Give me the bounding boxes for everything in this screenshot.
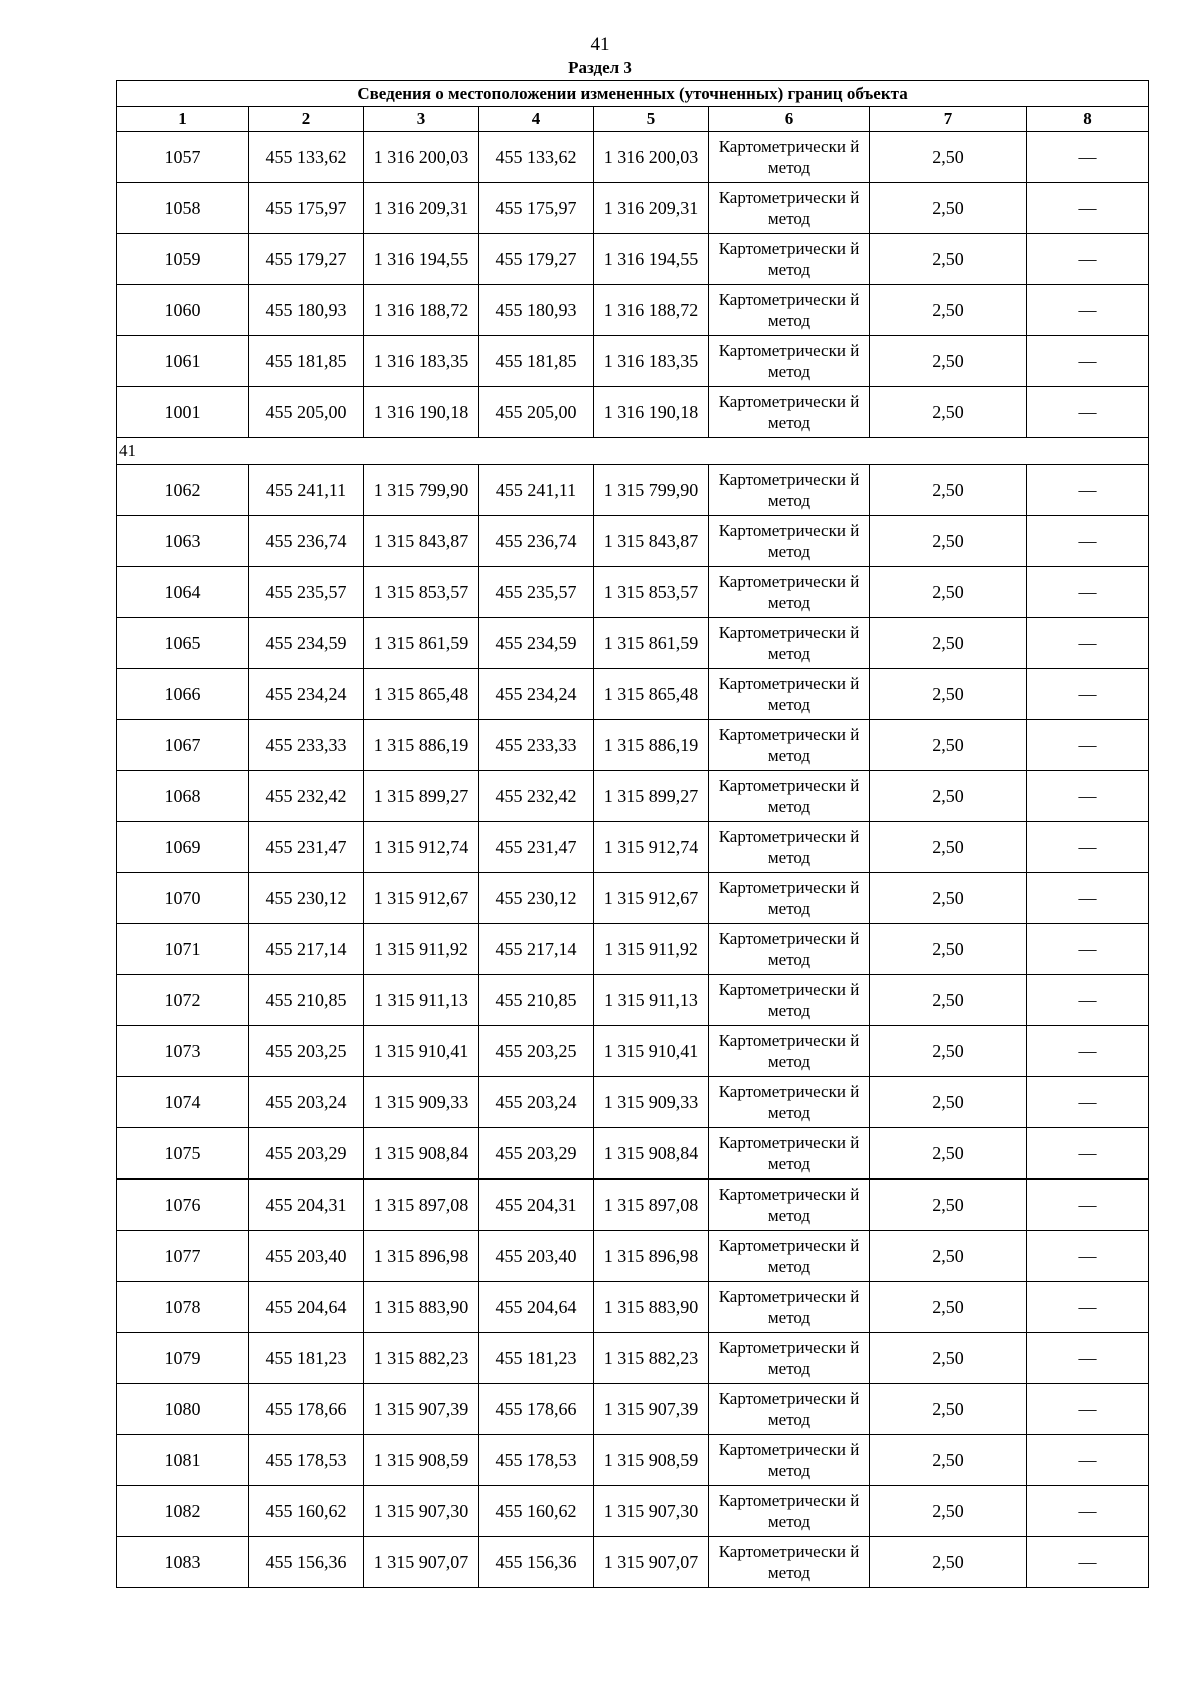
y-new-cell: 1 315 896,98 (594, 1231, 709, 1282)
accuracy-cell: 2,50 (870, 516, 1027, 567)
accuracy-cell: 2,50 (870, 1537, 1027, 1588)
x-existing-cell: 455 204,64 (249, 1282, 364, 1333)
column-number-5: 5 (594, 107, 709, 132)
description-cell: — (1027, 1537, 1149, 1588)
y-new-cell: 1 315 883,90 (594, 1282, 709, 1333)
point-number-cell: 1075 (117, 1128, 249, 1180)
y-existing-cell: 1 315 907,07 (364, 1537, 479, 1588)
x-existing-cell: 455 210,85 (249, 975, 364, 1026)
boundary-coordinates-table (116, 80, 1149, 1588)
y-existing-cell: 1 315 907,39 (364, 1384, 479, 1435)
accuracy-cell: 2,50 (870, 183, 1027, 234)
x-existing-cell: 455 179,27 (249, 234, 364, 285)
y-existing-cell: 1 315 911,92 (364, 924, 479, 975)
y-existing-cell: 1 315 853,57 (364, 567, 479, 618)
table-row (117, 1231, 1149, 1282)
accuracy-cell: 2,50 (870, 336, 1027, 387)
y-new-cell: 1 315 911,13 (594, 975, 709, 1026)
y-new-cell: 1 315 911,92 (594, 924, 709, 975)
x-existing-cell: 455 203,29 (249, 1128, 364, 1180)
method-cell: Картометрически й метод (709, 1333, 870, 1384)
accuracy-cell: 2,50 (870, 1384, 1027, 1435)
description-cell: — (1027, 1179, 1149, 1231)
table-row (117, 285, 1149, 336)
method-cell: Картометрически й метод (709, 132, 870, 183)
method-cell: Картометрически й метод (709, 285, 870, 336)
point-number-cell: 1059 (117, 234, 249, 285)
method-cell: Картометрически й метод (709, 465, 870, 516)
table-row (117, 1486, 1149, 1537)
column-number-row (117, 107, 1149, 132)
method-cell: Картометрически й метод (709, 822, 870, 873)
accuracy-cell: 2,50 (870, 771, 1027, 822)
table-row (117, 1537, 1149, 1588)
point-number-cell: 1080 (117, 1384, 249, 1435)
accuracy-cell: 2,50 (870, 132, 1027, 183)
x-new-cell: 455 204,64 (479, 1282, 594, 1333)
x-existing-cell: 455 160,62 (249, 1486, 364, 1537)
x-existing-cell: 455 217,14 (249, 924, 364, 975)
x-new-cell: 455 178,66 (479, 1384, 594, 1435)
y-existing-cell: 1 315 896,98 (364, 1231, 479, 1282)
x-new-cell: 455 160,62 (479, 1486, 594, 1537)
table-row (117, 618, 1149, 669)
x-new-cell: 455 203,25 (479, 1026, 594, 1077)
point-number-cell: 1058 (117, 183, 249, 234)
description-cell: — (1027, 234, 1149, 285)
accuracy-cell: 2,50 (870, 1026, 1027, 1077)
method-cell: Картометрически й метод (709, 1128, 870, 1180)
table-row (117, 234, 1149, 285)
x-new-cell: 455 181,85 (479, 336, 594, 387)
point-number-cell: 1072 (117, 975, 249, 1026)
y-existing-cell: 1 315 911,13 (364, 975, 479, 1026)
table-row (117, 1333, 1149, 1384)
table-row (117, 822, 1149, 873)
table-row (117, 1077, 1149, 1128)
method-cell: Картометрически й метод (709, 1384, 870, 1435)
accuracy-cell: 2,50 (870, 1282, 1027, 1333)
y-existing-cell: 1 315 799,90 (364, 465, 479, 516)
y-existing-cell: 1 316 194,55 (364, 234, 479, 285)
accuracy-cell: 2,50 (870, 465, 1027, 516)
x-new-cell: 455 178,53 (479, 1435, 594, 1486)
description-cell: — (1027, 975, 1149, 1026)
method-cell: Картометрически й метод (709, 1435, 870, 1486)
y-new-cell: 1 316 188,72 (594, 285, 709, 336)
description-cell: — (1027, 1231, 1149, 1282)
point-number-cell: 1068 (117, 771, 249, 822)
table-row (117, 1384, 1149, 1435)
description-cell: — (1027, 1077, 1149, 1128)
method-cell: Картометрически й метод (709, 924, 870, 975)
x-new-cell: 455 235,57 (479, 567, 594, 618)
accuracy-cell: 2,50 (870, 1077, 1027, 1128)
description-cell: — (1027, 720, 1149, 771)
x-existing-cell: 455 156,36 (249, 1537, 364, 1588)
accuracy-cell: 2,50 (870, 669, 1027, 720)
accuracy-cell: 2,50 (870, 1179, 1027, 1231)
point-number-cell: 1064 (117, 567, 249, 618)
accuracy-cell: 2,50 (870, 618, 1027, 669)
y-existing-cell: 1 315 907,30 (364, 1486, 479, 1537)
x-new-cell: 455 241,11 (479, 465, 594, 516)
y-new-cell: 1 316 194,55 (594, 234, 709, 285)
description-cell: — (1027, 567, 1149, 618)
x-new-cell: 455 204,31 (479, 1179, 594, 1231)
description-cell: — (1027, 1486, 1149, 1537)
method-cell: Картометрически й метод (709, 387, 870, 438)
point-number-cell: 1071 (117, 924, 249, 975)
y-new-cell: 1 315 907,07 (594, 1537, 709, 1588)
table-row (117, 516, 1149, 567)
page-number: 41 (590, 34, 610, 55)
point-number-cell: 1077 (117, 1231, 249, 1282)
y-new-cell: 1 316 190,18 (594, 387, 709, 438)
method-cell: Картометрически й метод (709, 183, 870, 234)
x-existing-cell: 455 180,93 (249, 285, 364, 336)
y-new-cell: 1 315 865,48 (594, 669, 709, 720)
method-cell: Картометрически й метод (709, 1282, 870, 1333)
accuracy-cell: 2,50 (870, 720, 1027, 771)
contour-group-label: 41 (117, 438, 1149, 465)
y-new-cell: 1 315 882,23 (594, 1333, 709, 1384)
table-row (117, 873, 1149, 924)
table-row (117, 567, 1149, 618)
y-existing-cell: 1 315 899,27 (364, 771, 479, 822)
table-row (117, 387, 1149, 438)
column-number-4: 4 (479, 107, 594, 132)
table-row (117, 1128, 1149, 1180)
y-existing-cell: 1 315 883,90 (364, 1282, 479, 1333)
accuracy-cell: 2,50 (870, 822, 1027, 873)
table-row (117, 771, 1149, 822)
point-number-cell: 1083 (117, 1537, 249, 1588)
description-cell: — (1027, 669, 1149, 720)
x-existing-cell: 455 203,40 (249, 1231, 364, 1282)
description-cell: — (1027, 1026, 1149, 1077)
column-number-7: 7 (870, 107, 1027, 132)
point-number-cell: 1078 (117, 1282, 249, 1333)
x-new-cell: 455 234,59 (479, 618, 594, 669)
table-row (117, 669, 1149, 720)
table-row (117, 1435, 1149, 1486)
accuracy-cell: 2,50 (870, 285, 1027, 336)
method-cell: Картометрически й метод (709, 567, 870, 618)
y-new-cell: 1 315 843,87 (594, 516, 709, 567)
description-cell: — (1027, 1435, 1149, 1486)
point-number-cell: 1001 (117, 387, 249, 438)
y-new-cell: 1 315 909,33 (594, 1077, 709, 1128)
x-new-cell: 455 133,62 (479, 132, 594, 183)
accuracy-cell: 2,50 (870, 873, 1027, 924)
method-cell: Картометрически й метод (709, 234, 870, 285)
column-number-6: 6 (709, 107, 870, 132)
section-title: Раздел 3 (568, 58, 632, 77)
y-existing-cell: 1 315 843,87 (364, 516, 479, 567)
column-number-8: 8 (1027, 107, 1149, 132)
point-number-cell: 1070 (117, 873, 249, 924)
point-number-cell: 1074 (117, 1077, 249, 1128)
y-new-cell: 1 315 853,57 (594, 567, 709, 618)
y-existing-cell: 1 315 908,59 (364, 1435, 479, 1486)
description-cell: — (1027, 1128, 1149, 1180)
y-new-cell: 1 316 183,35 (594, 336, 709, 387)
point-number-cell: 1066 (117, 669, 249, 720)
description-cell: — (1027, 516, 1149, 567)
y-new-cell: 1 316 209,31 (594, 183, 709, 234)
x-new-cell: 455 205,00 (479, 387, 594, 438)
table-row (117, 1026, 1149, 1077)
x-new-cell: 455 203,24 (479, 1077, 594, 1128)
x-new-cell: 455 234,24 (479, 669, 594, 720)
point-number-cell: 1062 (117, 465, 249, 516)
x-existing-cell: 455 205,00 (249, 387, 364, 438)
point-number-cell: 1067 (117, 720, 249, 771)
x-new-cell: 455 236,74 (479, 516, 594, 567)
x-new-cell: 455 217,14 (479, 924, 594, 975)
point-number-cell: 1069 (117, 822, 249, 873)
description-cell: — (1027, 132, 1149, 183)
x-existing-cell: 455 230,12 (249, 873, 364, 924)
table-row (117, 720, 1149, 771)
x-new-cell: 455 175,97 (479, 183, 594, 234)
table-body (117, 132, 1149, 1588)
y-new-cell: 1 315 886,19 (594, 720, 709, 771)
point-number-cell: 1065 (117, 618, 249, 669)
description-cell: — (1027, 387, 1149, 438)
x-existing-cell: 455 241,11 (249, 465, 364, 516)
description-cell: — (1027, 285, 1149, 336)
description-cell: — (1027, 771, 1149, 822)
point-number-cell: 1063 (117, 516, 249, 567)
method-cell: Картометрически й метод (709, 618, 870, 669)
point-number-cell: 1076 (117, 1179, 249, 1231)
x-existing-cell: 455 232,42 (249, 771, 364, 822)
x-existing-cell: 455 233,33 (249, 720, 364, 771)
accuracy-cell: 2,50 (870, 1333, 1027, 1384)
method-cell: Картометрически й метод (709, 1486, 870, 1537)
description-cell: — (1027, 1384, 1149, 1435)
point-number-cell: 1073 (117, 1026, 249, 1077)
table-row (117, 924, 1149, 975)
description-cell: — (1027, 1333, 1149, 1384)
y-existing-cell: 1 315 886,19 (364, 720, 479, 771)
table-row (117, 132, 1149, 183)
y-existing-cell: 1 315 865,48 (364, 669, 479, 720)
method-cell: Картометрически й метод (709, 669, 870, 720)
x-existing-cell: 455 181,85 (249, 336, 364, 387)
y-existing-cell: 1 316 209,31 (364, 183, 479, 234)
column-number-3: 3 (364, 107, 479, 132)
description-cell: — (1027, 1282, 1149, 1333)
y-new-cell: 1 315 907,39 (594, 1384, 709, 1435)
y-existing-cell: 1 316 200,03 (364, 132, 479, 183)
x-existing-cell: 455 234,24 (249, 669, 364, 720)
y-new-cell: 1 315 799,90 (594, 465, 709, 516)
y-existing-cell: 1 315 908,84 (364, 1128, 479, 1180)
table-row (117, 1179, 1149, 1231)
y-existing-cell: 1 315 912,74 (364, 822, 479, 873)
y-existing-cell: 1 316 190,18 (364, 387, 479, 438)
x-existing-cell: 455 178,66 (249, 1384, 364, 1435)
y-new-cell: 1 315 912,67 (594, 873, 709, 924)
x-existing-cell: 455 203,24 (249, 1077, 364, 1128)
point-number-cell: 1081 (117, 1435, 249, 1486)
x-new-cell: 455 203,40 (479, 1231, 594, 1282)
column-number-2: 2 (249, 107, 364, 132)
accuracy-cell: 2,50 (870, 924, 1027, 975)
x-existing-cell: 455 234,59 (249, 618, 364, 669)
table-row (117, 1282, 1149, 1333)
x-new-cell: 455 232,42 (479, 771, 594, 822)
x-existing-cell: 455 175,97 (249, 183, 364, 234)
accuracy-cell: 2,50 (870, 1486, 1027, 1537)
y-existing-cell: 1 315 897,08 (364, 1179, 479, 1231)
method-cell: Картометрически й метод (709, 516, 870, 567)
x-existing-cell: 455 203,25 (249, 1026, 364, 1077)
method-cell: Картометрически й метод (709, 975, 870, 1026)
x-new-cell: 455 181,23 (479, 1333, 594, 1384)
y-existing-cell: 1 315 882,23 (364, 1333, 479, 1384)
point-number-cell: 1079 (117, 1333, 249, 1384)
table-row (117, 975, 1149, 1026)
description-cell: — (1027, 618, 1149, 669)
x-existing-cell: 455 133,62 (249, 132, 364, 183)
y-existing-cell: 1 315 912,67 (364, 873, 479, 924)
accuracy-cell: 2,50 (870, 975, 1027, 1026)
y-new-cell: 1 315 897,08 (594, 1179, 709, 1231)
method-cell: Картометрически й метод (709, 336, 870, 387)
x-new-cell: 455 210,85 (479, 975, 594, 1026)
method-cell: Картометрически й метод (709, 1179, 870, 1231)
column-number-1: 1 (117, 107, 249, 132)
table-caption: Сведения о местоположении измененных (уточненных) границ объекта (117, 81, 1149, 107)
x-new-cell: 455 156,36 (479, 1537, 594, 1588)
x-existing-cell: 455 178,53 (249, 1435, 364, 1486)
point-number-cell: 1082 (117, 1486, 249, 1537)
table-row (117, 465, 1149, 516)
description-cell: — (1027, 465, 1149, 516)
method-cell: Картометрически й метод (709, 1077, 870, 1128)
description-cell: — (1027, 183, 1149, 234)
point-number-cell: 1061 (117, 336, 249, 387)
description-cell: — (1027, 822, 1149, 873)
x-existing-cell: 455 236,74 (249, 516, 364, 567)
x-new-cell: 455 233,33 (479, 720, 594, 771)
x-new-cell: 455 179,27 (479, 234, 594, 285)
accuracy-cell: 2,50 (870, 1435, 1027, 1486)
method-cell: Картометрически й метод (709, 1026, 870, 1077)
y-new-cell: 1 315 861,59 (594, 618, 709, 669)
description-cell: — (1027, 924, 1149, 975)
method-cell: Картометрически й метод (709, 1231, 870, 1282)
accuracy-cell: 2,50 (870, 1128, 1027, 1180)
x-new-cell: 455 180,93 (479, 285, 594, 336)
y-existing-cell: 1 315 909,33 (364, 1077, 479, 1128)
y-new-cell: 1 315 907,30 (594, 1486, 709, 1537)
x-existing-cell: 455 231,47 (249, 822, 364, 873)
accuracy-cell: 2,50 (870, 234, 1027, 285)
contour-group-row (117, 438, 1149, 465)
method-cell: Картометрически й метод (709, 771, 870, 822)
table-row (117, 183, 1149, 234)
accuracy-cell: 2,50 (870, 387, 1027, 438)
y-new-cell: 1 315 908,84 (594, 1128, 709, 1180)
description-cell: — (1027, 873, 1149, 924)
y-existing-cell: 1 315 861,59 (364, 618, 479, 669)
accuracy-cell: 2,50 (870, 567, 1027, 618)
x-existing-cell: 455 235,57 (249, 567, 364, 618)
x-existing-cell: 455 181,23 (249, 1333, 364, 1384)
method-cell: Картометрически й метод (709, 1537, 870, 1588)
y-existing-cell: 1 315 910,41 (364, 1026, 479, 1077)
y-new-cell: 1 315 908,59 (594, 1435, 709, 1486)
y-existing-cell: 1 316 188,72 (364, 285, 479, 336)
y-existing-cell: 1 316 183,35 (364, 336, 479, 387)
accuracy-cell: 2,50 (870, 1231, 1027, 1282)
point-number-cell: 1057 (117, 132, 249, 183)
x-new-cell: 455 230,12 (479, 873, 594, 924)
y-new-cell: 1 315 912,74 (594, 822, 709, 873)
x-new-cell: 455 203,29 (479, 1128, 594, 1180)
point-number-cell: 1060 (117, 285, 249, 336)
x-new-cell: 455 231,47 (479, 822, 594, 873)
x-existing-cell: 455 204,31 (249, 1179, 364, 1231)
method-cell: Картометрически й метод (709, 720, 870, 771)
y-new-cell: 1 316 200,03 (594, 132, 709, 183)
description-cell: — (1027, 336, 1149, 387)
y-new-cell: 1 315 910,41 (594, 1026, 709, 1077)
y-new-cell: 1 315 899,27 (594, 771, 709, 822)
table-row (117, 336, 1149, 387)
method-cell: Картометрически й метод (709, 873, 870, 924)
